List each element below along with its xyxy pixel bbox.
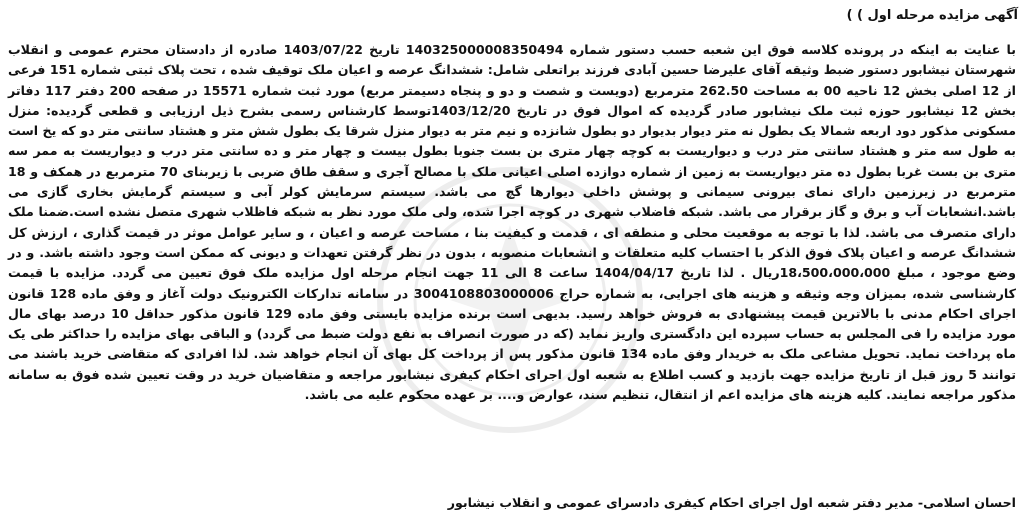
notice-signature: احسان اسلامی- مدیر دفتر شعبه اول اجرای احکام کیفری دادسرای عمومی و انقلاب نیشابور xyxy=(447,495,1016,510)
notice-body: با عنایت به اینکه در پرونده کلاسه فوق این شعبه حسب دستور شماره 140325000008350494 تاریخ 1403/07/22 صادره از دادستان محترم عمومی و انقلاب شهرستان نیشابور دستور ضبط وثیقه آقای علیرضا حسین آبادی فرزند براتعلی شامل: ششدانگ عرصه و اعیان ملک توقیف شده ، تحت پلاک ثبتی شماره 151 فرعی از 12 اصلی بخش 12 ناحیه 00 به مساحت 262.50 مترمربع (دویست و شصت و دو و پنجاه دسیمتر مربع) مورد ثبت شماره 15571 در صفحه 200 دفتر 117 دفاتر بخش 12 نیشابور حوزه ثبت ملک نیشابور صادر گردیده که اموال فوق در تاریخ 1403/12/20توسط کارشناس رسمی بشرح ذیل ارزیابی و قطعی گردیده: منزل مسکونی مذکور دود اربعه شمالا یک بطول نه متر دیوار بدیوار دو بطول شانزده و نیم متر به دیوار منزل شرقا یک بطول شش متر و هشتاد سانتی متر دو که یخ است به طول سه متر و هشتاد سانتی متر درب و دیواریست به کوچه چهار متری بن بست جنوبا بطول بیست و چهار متر و ده سانتی متر درب و دیواریست به ممر سه متری بن بست غربا بطول ده متر دیواریست به زمین از شماره دوازده اصلی اعیانی ملک با مصالح آجری و سقف طاق ضربی با زیربنای 70 مترمربع در همکف و 18 مترمربع در زیرزمین دارای نمای بیرونی سیمانی و پوشش داخلی دیوارها گچ می باشد. سیستم سرمایش کولر آبی و سیستم گرمایش بخاری گازی می باشد.انشعابات آب و برق و گاز برقرار می باشد. شبکه فاضلاب شهری در کوچه اجرا شده، ولی ملک مورد نظر به شبکه فاظلاب شهری متصل نشده است.ضمنا ملک دارای متصرف می باشد. لذا با توجه به موقعیت محلی و منطقه ای ، قدمت و کیفیت بنا ، مساحت عرصه و اعیان ، و سایر عوامل موثر در قیمت گذاری ، ارزش کل ششدانگ عرصه و اعیان پلاک فوق الذکر با احتساب کلیه متعلقات و انشعابات منصوبه ، بدون در نظر گرفتن تعهدات و دیونی که ممکن است وجود داشته باشد. و در وضع موجود ، مبلغ 18،500،000،000ریال . لذا تاریخ 1404/04/17 ساعت 8 الی 11 جهت انجام مرحله اول مزایده ملک فوق تعیین می گردد. مزایده با قیمت کارشناسی شده، بمیزان وجه وثیقه و هزینه های اجرایی، به شماره حراج 3004108803000006 در سامانه تدارکات الکترونیک دولت آغاز و وفق ماده 128 قانون اجرای احکام مدنی با بالاترین قیمت پیشنهادی به فروش خواهد رسید. بدیهی است برنده مزایده بایستی وفق ماده 129 قانون مذکور حداقل 10 درصد بهای مال مورد مزایده را فی المجلس به حساب سپرده این دادگستری واریز نماید (که در صورت انصراف به نفع دولت ضبط می گردد) و الباقی بهای مزایده را حداکثر طی یک ماه پرداخت نماید. تحویل مشاعی ملک به خریدار وفق ماده 134 قانون مذکور پس از پرداخت کل بهای آن انجام خواهد شد. لذا افرادی که متقاضی خرید باشند می توانند 5 روز قبل از تاریخ مزایده جهت بازدید و کسب اطلاع به شعبه اول اجرای احکام کیفری نیشابور مراجعه و متقاضیان خرید در وقت تعیین شده فوق به سامانه مذکور مراجعه نمایند. کلیه هزینه های مزایده اعم از انتقال، تنظیم سند، عوارض و.... بر عهده محکوم علیه می باشد. xyxy=(8,42,1017,403)
notice-title: آگهی مزایده مرحله اول ) ) xyxy=(846,8,1018,23)
